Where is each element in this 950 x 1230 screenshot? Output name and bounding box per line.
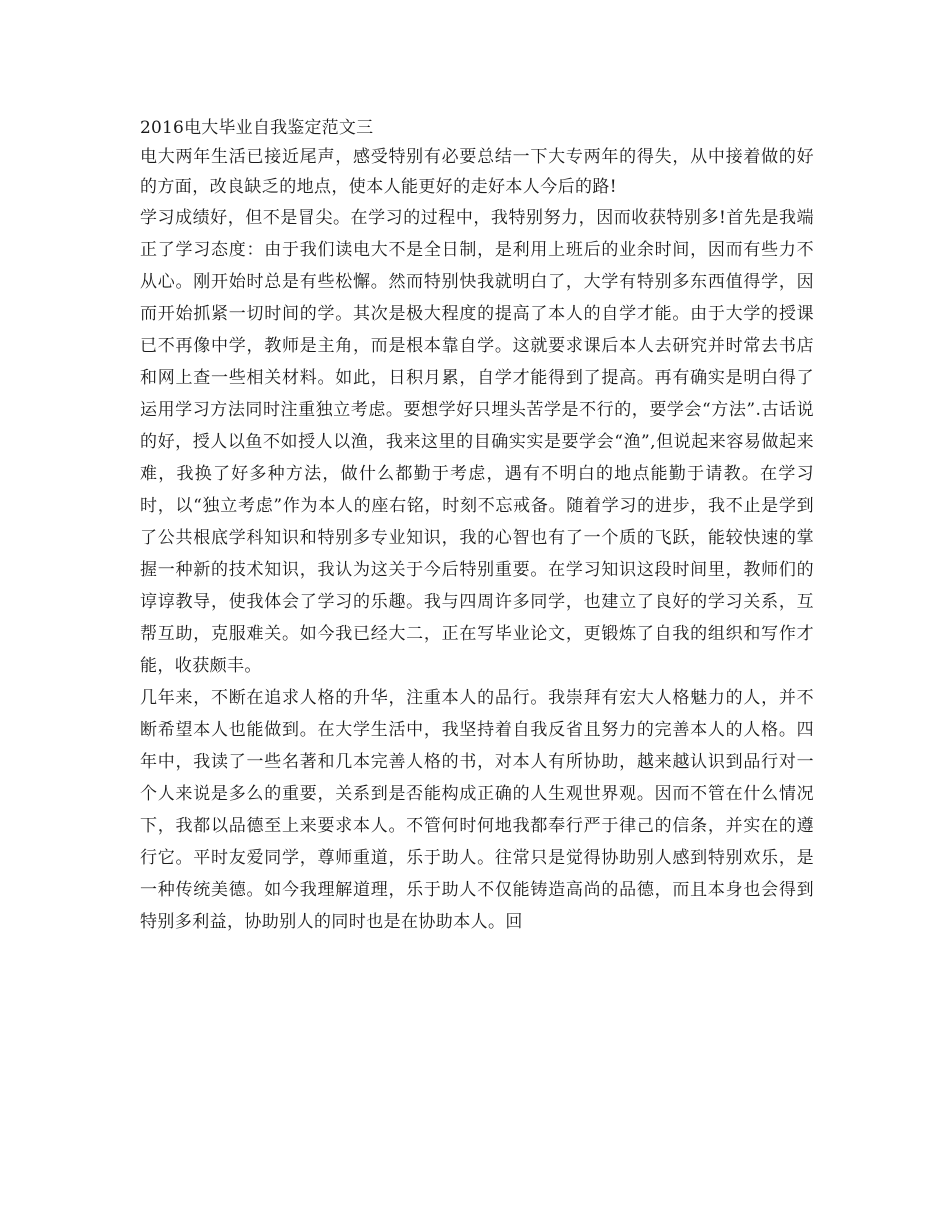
paragraph-intro: 电大两年生活已接近尾声，感受特别有必要总结一下大专两年的得失，从中接着做的好的方面，改良缺乏的地点，使本人能更好的走好本人今后的路! — [140, 147, 814, 197]
document-page — [140, 114, 814, 938]
paragraph-character: 几年来，不断在追求人格的升华，注重本人的品行。我崇拜有宏大人格魅力的人，并不断希望本人也能做到。在大学生活中，我坚持着自我反省且努力的完善本人的人格。四年中，我读了一些名著和几本完善人格的书，对本人有所协助，越来越认识到品行对一个人来说是多么的重要，关系到是否能构成正确的人生观世界观。因而不管在什么情况下，我都以品德至上来要求本人。不管何时何地我都奉行严于律己的信条，并实在的遵行它。平时友爱同学，尊师重道，乐于助人。往常只是觉得协助别人感到特别欢乐，是一种传统美德。如今我理解道理，乐于助人不仅能铸造高尚的品德，而且本身也会得到特别多利益，协助别人的同时也是在协助本人。回 — [140, 688, 814, 932]
paragraph-study: 学习成绩好，但不是冒尖。在学习的过程中，我特别努力，因而收获特别多!首先是我端正了学习态度：由于我们读电大不是全日制，是利用上班后的业余时间，因而有些力不从心。刚开始时总是有些松懈。然而特别快我就明白了，大学有特别多东西值得学，因而开始抓紧一切时间的学。其次是极大程度的提高了本人的自学才能。由于大学的授课已不再像中学，教师是主角，而是根本靠自学。这就要求课后本人去研究并时常去书店和网上查一些相关材料。如此，日积月累，自学才能得到了提高。再有确实是明白得了运用学习方法同时注重独立考虑。要想学好只埋头苦学是不行的，要学会“方法”.古话说的好，授人以鱼不如授人以渔，我来这里的目确实实是要学会“渔”,但说起来容易做起来难，我换了好多种方法，做什么都勤于考虑，遇有不明白的地点能勤于请教。在学习时，以“独立考虑”作为本人的座右铭，时刻不忘戒备。随着学习的进步，我不止是学到了公共根底学科知识和特别多专业知识，我的心智也有了一个质的飞跃，能较快速的掌握一种新的技术知识，我认为这关于今后特别重要。在学习知识这段时间里，教师们的谆谆教导，使我体会了学习的乐趣。我与四周许多同学，也建立了良好的学习关系，互帮互助，克服难关。如今我已经大二，正在写毕业论文，更锻炼了自我的组织和写作才能，收获颇丰。 — [140, 208, 814, 676]
document-title: 2016电大毕业自我鉴定范文三 — [140, 118, 374, 138]
